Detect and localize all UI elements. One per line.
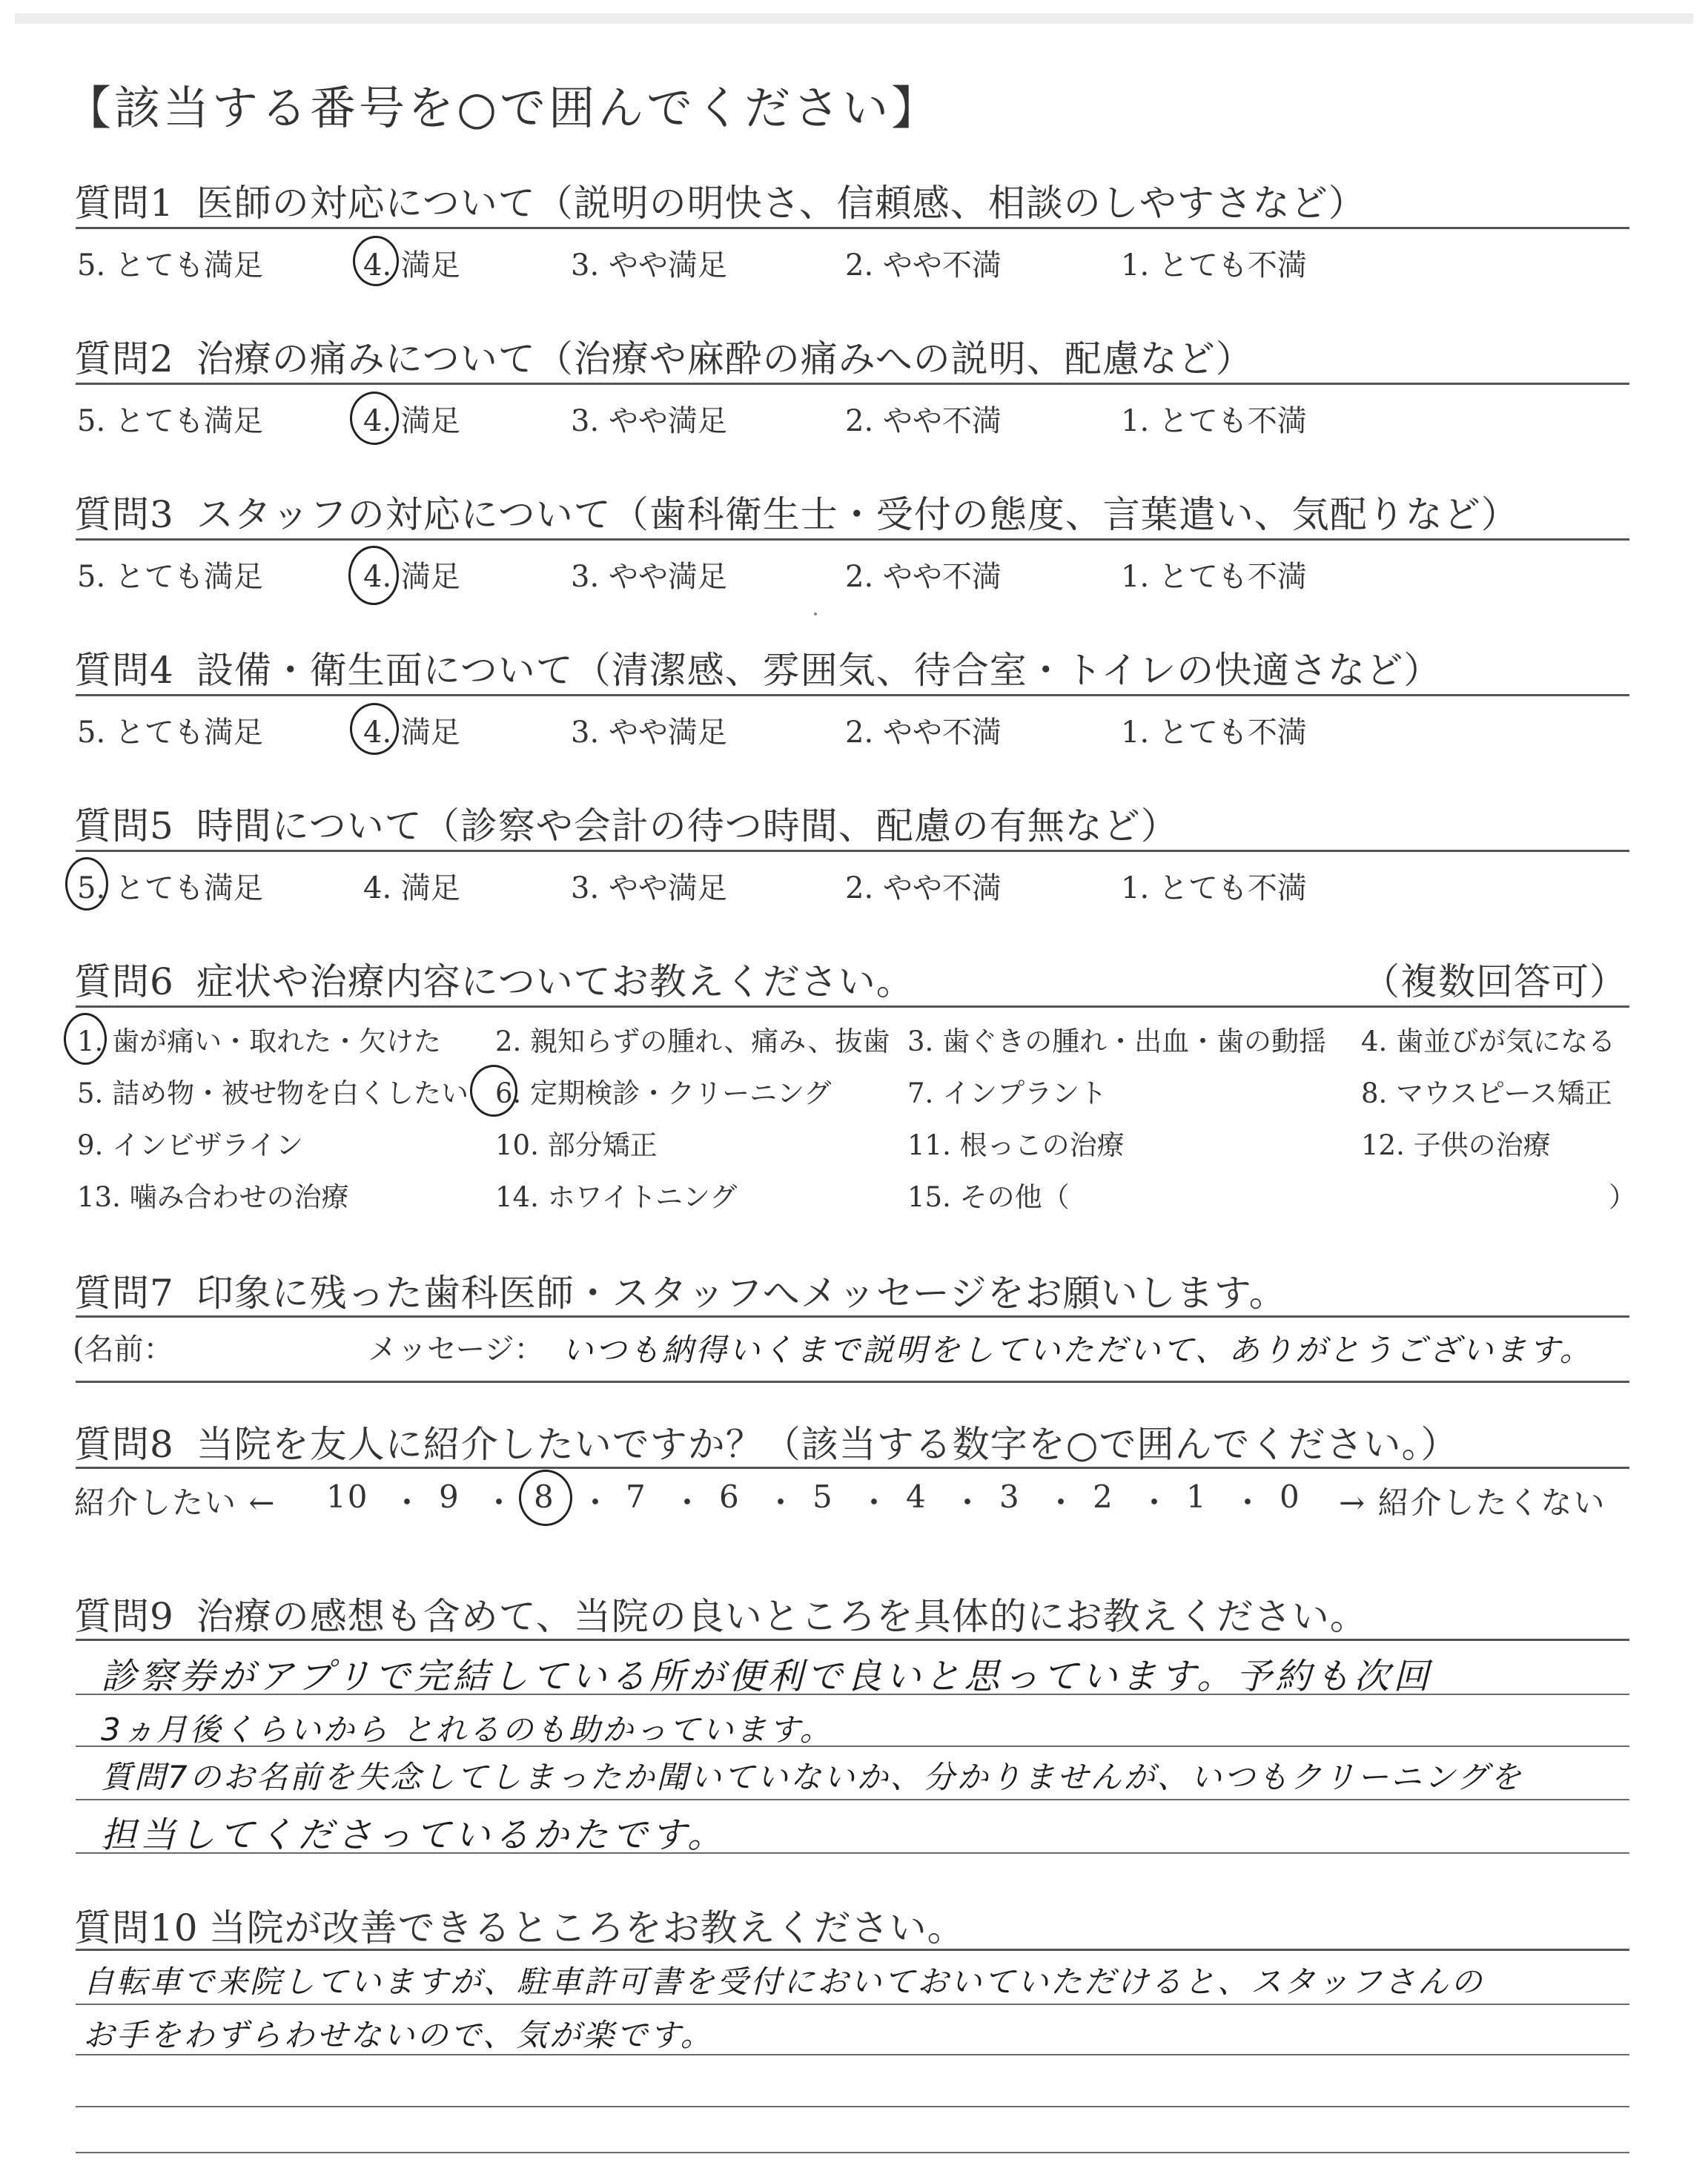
- q1-option-4[interactable]: 4. 満足: [363, 248, 460, 283]
- q9-line-rule: [76, 1852, 1629, 1854]
- question-3-label: 質問3: [74, 493, 174, 536]
- question-6-note: （複数回答可）: [1363, 960, 1627, 1003]
- question-9-text: 治療の感想も含めて、当院の良いところを具体的にお教えください。: [196, 1595, 1368, 1638]
- q8-scale-9[interactable]: 9: [439, 1479, 460, 1515]
- q8-scale-sep: ・: [765, 1484, 798, 1521]
- question-7-label: 質問7: [74, 1272, 174, 1315]
- q4-option-2[interactable]: 2. やや不満: [845, 716, 1002, 750]
- q7-name-label: (名前：: [73, 1332, 173, 1367]
- q6-item-13[interactable]: 13. 噛み合わせの治療: [77, 1181, 349, 1213]
- q6-item-1[interactable]: 1. 歯が痛い・取れた・欠けた: [77, 1025, 442, 1057]
- q2-selection-circle: [350, 392, 399, 445]
- question-8-rule: [76, 1467, 1629, 1469]
- question-5-label: 質問5: [74, 805, 174, 848]
- q6-item-15[interactable]: 15. その他（: [907, 1181, 1070, 1213]
- q2-option-5[interactable]: 5. とても満足: [77, 404, 263, 438]
- question-1-label: 質問1: [74, 182, 174, 225]
- q3-option-1[interactable]: 1. とても不満: [1121, 560, 1307, 594]
- q10-answer-line-1[interactable]: 自転車で来院していますが、駐車許可書を受付においておいていただけると、スタッフさんの: [83, 1964, 1485, 2000]
- q6-item-14[interactable]: 14. ホワイトニング: [495, 1181, 738, 1213]
- question-8-heading: [74, 1415, 1458, 1468]
- q5-option-5[interactable]: 5. とても満足: [77, 871, 263, 905]
- question-6-heading: [74, 952, 914, 1005]
- question-6-label: 質問6: [74, 960, 174, 1003]
- q10-line-rule: [76, 2106, 1629, 2107]
- question-7-rule: [76, 1315, 1629, 1318]
- q8-scale-1[interactable]: 1: [1186, 1479, 1208, 1515]
- q5-selection-circle: [65, 857, 108, 911]
- question-2-rule: [76, 383, 1629, 385]
- question-9-label: 質問9: [74, 1595, 174, 1638]
- q1-selection-circle: [353, 236, 399, 286]
- q8-scale-6[interactable]: 6: [719, 1479, 741, 1515]
- q4-option-5[interactable]: 5. とても満足: [77, 716, 263, 750]
- question-10-label: 質問10: [74, 1906, 199, 1949]
- q8-scale-8[interactable]: 8: [534, 1479, 555, 1515]
- q2-option-1[interactable]: 1. とても不満: [1121, 404, 1307, 438]
- question-9-heading: [74, 1587, 1368, 1640]
- q1-option-2[interactable]: 2. やや不満: [845, 248, 1002, 283]
- q2-option-3[interactable]: 3. やや満足: [571, 404, 727, 438]
- q8-scale-4[interactable]: 4: [906, 1479, 927, 1515]
- q5-option-2[interactable]: 2. やや不満: [845, 871, 1002, 905]
- question-4-text: 設備・衛生面について（清潔感、雰囲気、待合室・トイレの快適さなど）: [196, 649, 1442, 692]
- q8-scale-0[interactable]: 0: [1280, 1479, 1301, 1515]
- scan-speck: [814, 612, 817, 615]
- q3-option-3[interactable]: 3. やや満足: [571, 560, 727, 594]
- question-5-text: 時間について（診察や会計の待つ時間、配慮の有無など）: [196, 805, 1179, 848]
- q8-scale-7[interactable]: 7: [626, 1479, 647, 1515]
- q8-scale-sep: ・: [580, 1484, 613, 1521]
- question-10-rule: [76, 1949, 1629, 1951]
- q4-option-1[interactable]: 1. とても不満: [1121, 716, 1307, 750]
- q6-item-11[interactable]: 11. 根っこの治療: [907, 1129, 1125, 1161]
- q8-scale-3[interactable]: 3: [999, 1479, 1021, 1515]
- scan-top-border: [15, 13, 1693, 24]
- q8-scale-sep: ・: [391, 1484, 425, 1521]
- question-4-label: 質問4: [74, 649, 174, 692]
- q2-option-2[interactable]: 2. やや不満: [845, 404, 1002, 438]
- question-3-heading: [74, 485, 1519, 538]
- q9-answer-line-3[interactable]: 質問7のお名前を失念してしまったか聞いていないか、分かりませんが、いつもクリーニングを: [101, 1759, 1523, 1795]
- question-3-text: スタッフの対応について（歯科衛生士・受付の態度、言葉遣い、気配りなど）: [196, 493, 1519, 536]
- question-10-heading: [74, 1898, 965, 1952]
- question-8-label: 質問8: [74, 1423, 174, 1466]
- q9-line-rule: [76, 1799, 1629, 1800]
- q2-option-4[interactable]: 4. 満足: [363, 404, 460, 438]
- q8-scale-2[interactable]: 2: [1093, 1479, 1114, 1515]
- q6-item-10[interactable]: 10. 部分矯正: [495, 1129, 658, 1161]
- question-6-text: 症状や治療内容についてお教えください。: [196, 960, 914, 1003]
- question-4-rule: [76, 694, 1629, 696]
- q1-option-1[interactable]: 1. とても不満: [1121, 248, 1307, 283]
- q6-item-5[interactable]: 5. 詰め物・被せ物を白くしたい: [77, 1077, 469, 1109]
- q6-item-3[interactable]: 3. 歯ぐきの腫れ・出血・歯の動揺: [907, 1025, 1327, 1057]
- q8-scale-10[interactable]: 10: [326, 1479, 369, 1515]
- question-4-heading: [74, 641, 1441, 694]
- q8-scale-sep: ・: [483, 1484, 517, 1521]
- q4-option-3[interactable]: 3. やや満足: [571, 716, 727, 750]
- q6-item-4[interactable]: 4. 歯並びが気になる: [1361, 1025, 1616, 1057]
- q3-selection-circle: [348, 546, 399, 605]
- q1-option-5[interactable]: 5. とても満足: [77, 248, 263, 283]
- question-1-text: 医師の対応について（説明の明快さ、信頼感、相談のしやすさなど）: [196, 182, 1366, 225]
- question-7-text: 印象に残った歯科医師・スタッフへメッセージをお願いします。: [196, 1272, 1287, 1315]
- q9-answer-line-2[interactable]: 3ヵ月後くらいから とれるのも助かっています。: [101, 1711, 833, 1748]
- question-2-heading: [74, 329, 1254, 383]
- question-2-label: 質問2: [74, 337, 174, 380]
- question-7-answer-rule: [76, 1381, 1629, 1383]
- q3-option-2[interactable]: 2. やや不満: [845, 560, 1002, 594]
- question-9-rule: [76, 1639, 1629, 1641]
- question-1-rule: [76, 227, 1629, 229]
- q7-message[interactable]: いつも納得いくまで説明をしていただいて、ありがとうございます。: [562, 1332, 1593, 1368]
- question-2-text: 治療の痛みについて（治療や麻酔の痛みへの説明、配慮など）: [196, 337, 1254, 380]
- q5-option-1[interactable]: 1. とても不満: [1121, 871, 1307, 905]
- q9-answer-line-4[interactable]: 担当してくださっているかたです。: [101, 1814, 727, 1856]
- q4-selection-circle: [350, 703, 399, 755]
- q10-answer-line-2[interactable]: お手をわずらわせないので、気が楽です。: [83, 2017, 714, 2053]
- question-7-heading: [74, 1264, 1287, 1317]
- q9-line-rule: [76, 1694, 1629, 1695]
- q6-item-7[interactable]: 7. インプラント: [907, 1077, 1108, 1109]
- q8-scale-5[interactable]: 5: [812, 1479, 834, 1515]
- page-title: 【該当する番号を○で囲んでください】: [65, 81, 941, 135]
- question-10-text: 当院が改善できるところをお教えください。: [208, 1906, 965, 1949]
- question-5-rule: [76, 850, 1629, 852]
- q7-message-label: メッセージ：: [368, 1332, 544, 1367]
- q8-scale-sep: ・: [952, 1484, 985, 1521]
- q6-item-9[interactable]: 9. インビザライン: [77, 1129, 303, 1161]
- q10-line-rule: [76, 2152, 1629, 2153]
- question-6-rule: [76, 1005, 1629, 1008]
- q8-scale-sep: ・: [1045, 1484, 1079, 1521]
- q6-item-8[interactable]: 8. マウスピース矯正: [1361, 1077, 1612, 1109]
- q1-option-3[interactable]: 3. やや満足: [571, 248, 727, 283]
- question-3-rule: [76, 538, 1629, 541]
- q5-option-4[interactable]: 4. 満足: [363, 871, 460, 905]
- q6-other-close-paren: ）: [1609, 1181, 1636, 1213]
- q8-scale-sep: ・: [1232, 1484, 1265, 1521]
- q10-line-rule: [76, 2054, 1629, 2055]
- q8-scale-sep: ・: [858, 1484, 892, 1521]
- q5-option-3[interactable]: 3. やや満足: [571, 871, 727, 905]
- q8-scale-sep: ・: [672, 1484, 705, 1521]
- question-8-text: 当院を友人に紹介したいですか？（該当する数字を○で囲んでください。）: [196, 1423, 1459, 1466]
- q3-option-4[interactable]: 4. 満足: [363, 560, 460, 594]
- q8-right-label: → 紹介したくない: [1339, 1484, 1606, 1521]
- q4-option-4[interactable]: 4. 満足: [363, 716, 460, 750]
- q10-line-rule: [76, 2004, 1629, 2005]
- q6-item-12[interactable]: 12. 子供の治療: [1361, 1129, 1551, 1161]
- q8-selection-circle: [519, 1470, 572, 1526]
- q6-item-6[interactable]: 6. 定期検診・クリーニング: [495, 1077, 832, 1109]
- q8-scale-sep: ・: [1139, 1484, 1172, 1521]
- q6-selection-circle-1: [64, 1013, 107, 1065]
- q9-line-rule: [76, 1745, 1629, 1747]
- question-1-heading: [74, 174, 1366, 227]
- q9-answer-line-1[interactable]: 診察券がアプリで完結している所が便利で良いと思っています。予約も次回: [101, 1656, 1433, 1697]
- q3-option-5[interactable]: 5. とても満足: [77, 560, 263, 594]
- q6-item-2[interactable]: 2. 親知らずの腫れ、痛み、抜歯: [495, 1025, 890, 1057]
- question-5-heading: [74, 796, 1179, 850]
- q6-selection-circle-6: [470, 1065, 517, 1117]
- q8-left-label: 紹介したい ←: [74, 1484, 277, 1521]
